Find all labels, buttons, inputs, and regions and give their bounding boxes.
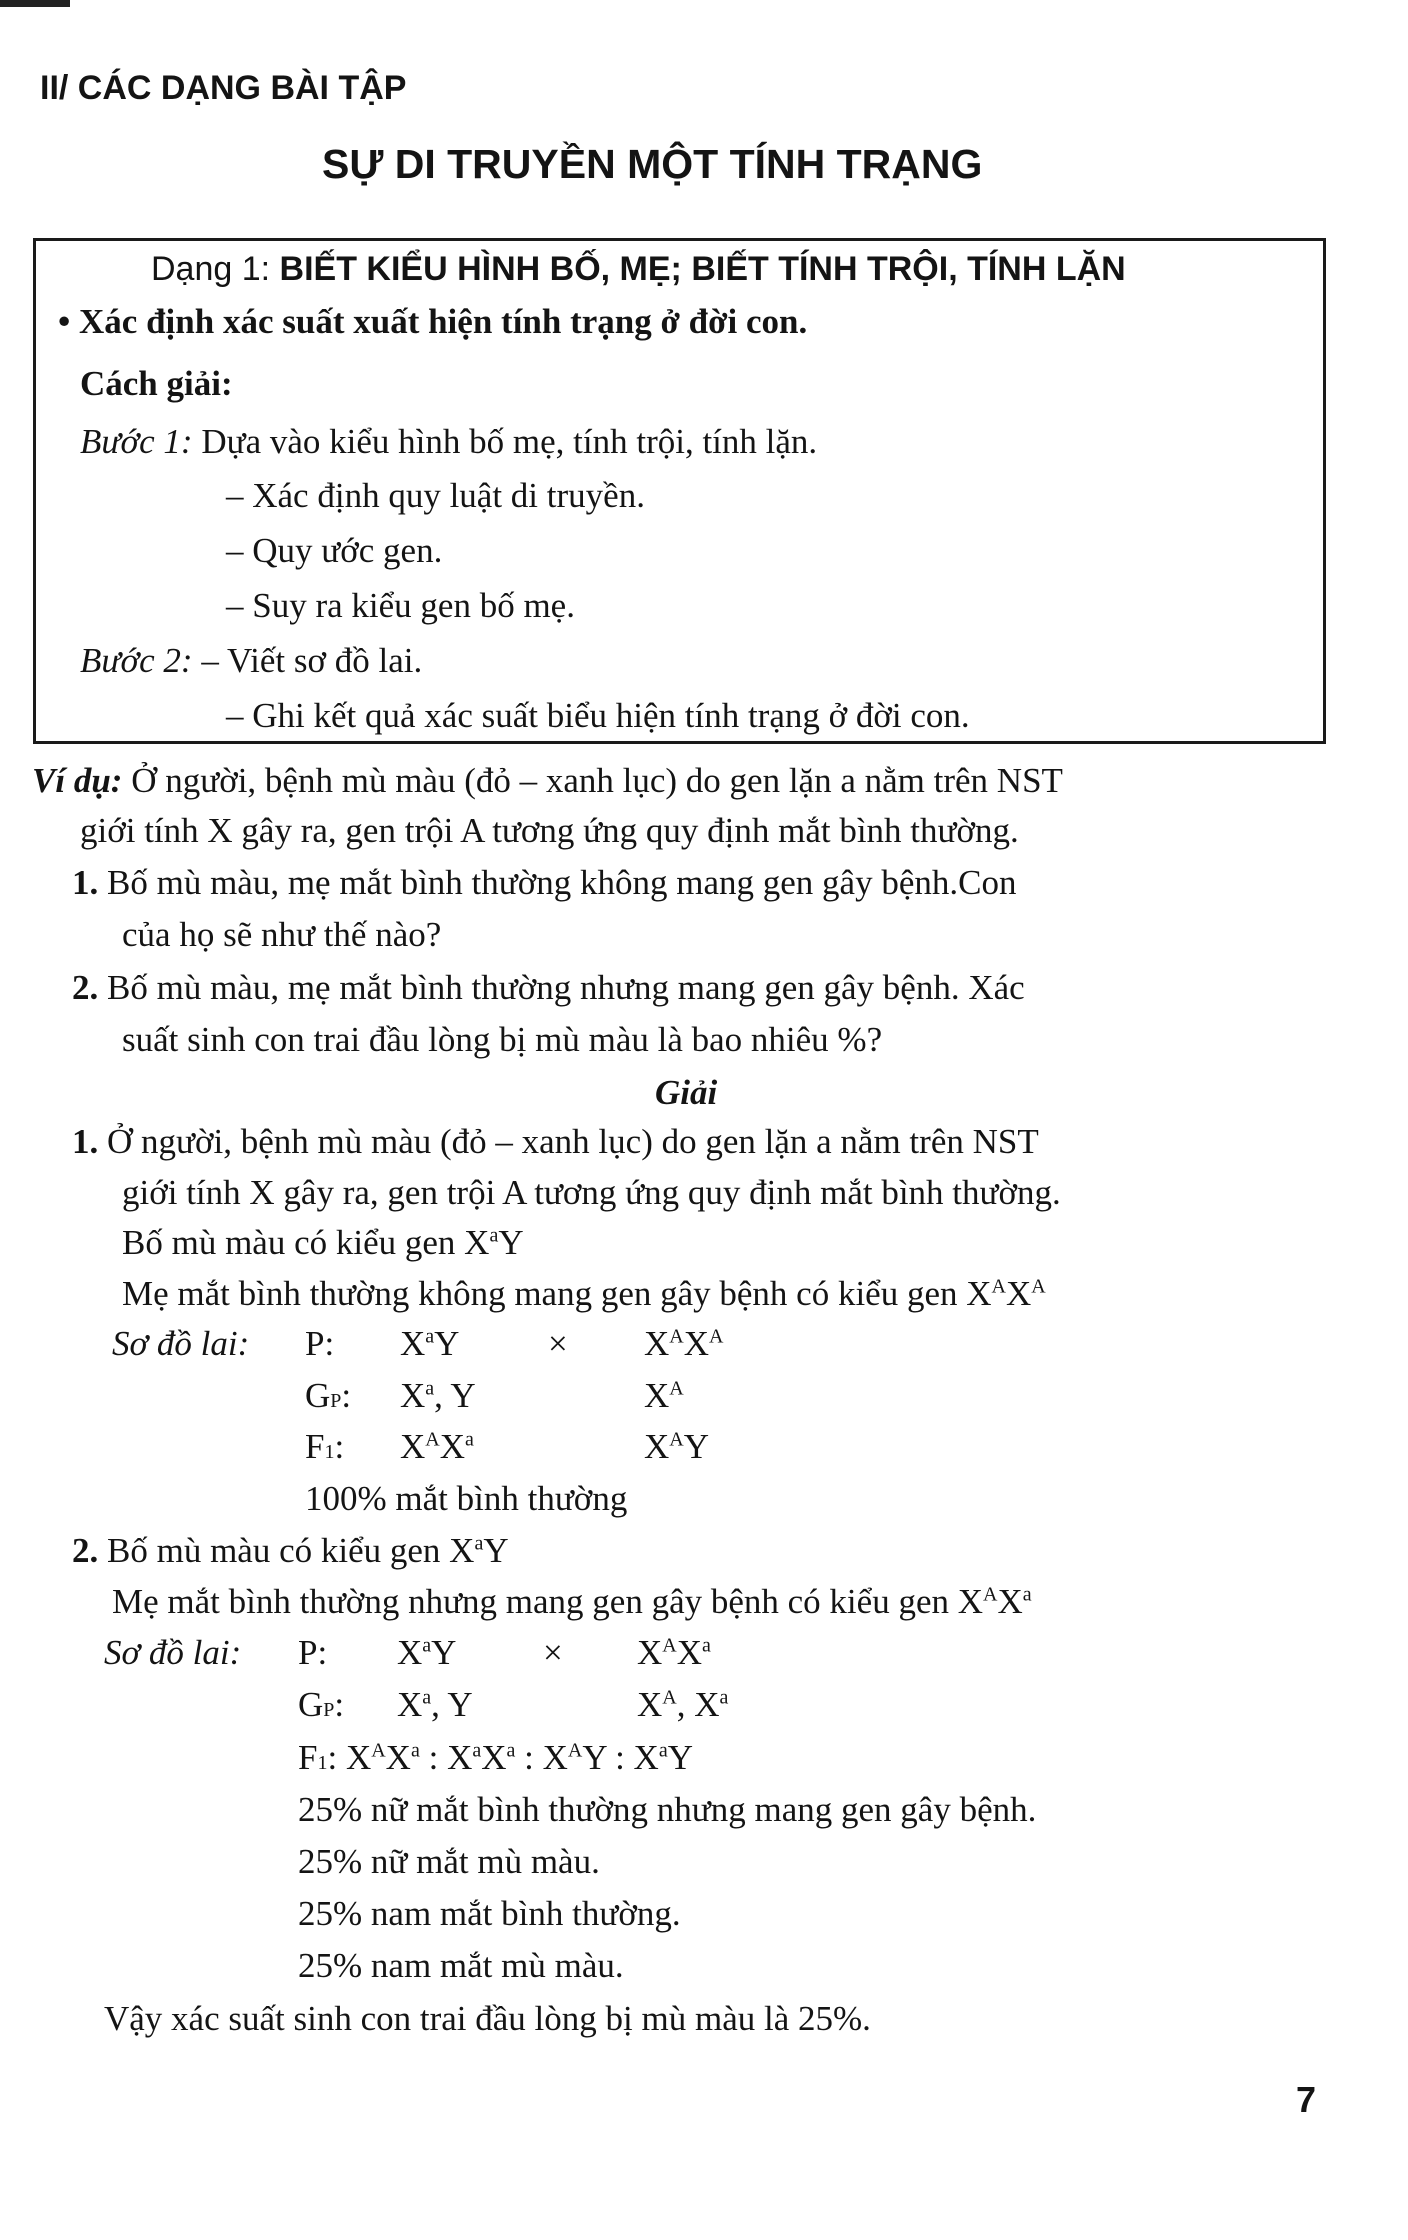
cross-p-mother: $X^AX^A$	[644, 1324, 724, 1363]
offspring-ratio: 25% nam mắt bình thường.	[298, 1894, 681, 1933]
cross-symbol: ×	[548, 1324, 568, 1363]
solution-2: 2. Bố mù màu có kiểu gen $X^aY$	[72, 1531, 509, 1570]
question-2: 2. Bố mù màu, mẹ mắt bình thường nhưng mang gen gây bệnh. Xác	[72, 968, 1025, 1007]
method-objective: • Xác định xác suất xuất hiện tính trạng ở đời con.	[58, 302, 808, 341]
step-1-item: – Xác định quy luật di truyền.	[226, 476, 645, 515]
step-1-item: – Quy ước gen.	[226, 531, 443, 570]
cross-row-f1: F1:	[305, 1427, 345, 1466]
mother-genotype: Mẹ mắt bình thường không mang gen gây bệnh có kiểu gen $X^AX^A$	[122, 1274, 1046, 1313]
step-2: Bước 2: – Viết sơ đồ lai.	[80, 641, 423, 680]
cross-diagram-label: Sơ đồ lai:	[104, 1633, 242, 1672]
cross-gp-father: $X^a$, Y	[397, 1685, 473, 1724]
cross-f1-male: $X^AY$	[644, 1427, 710, 1466]
mother-genotype: Mẹ mắt bình thường nhưng mang gen gây bệnh có kiểu gen $X^AX^a$	[112, 1582, 1032, 1621]
cross-f1-female: $X^AX^a$	[400, 1427, 474, 1466]
example-line: giới tính X gây ra, gen trội A tương ứng quy định mắt bình thường.	[80, 811, 1019, 850]
cross-p-father: $X^aY$	[400, 1324, 460, 1363]
page-number: 7	[1296, 2079, 1317, 2120]
father-genotype: Bố mù màu có kiểu gen $X^aY$	[122, 1223, 524, 1262]
bullet-icon: •	[58, 302, 71, 341]
step-1: Bước 1: Dựa vào kiểu hình bố mẹ, tính trội, tính lặn.	[80, 422, 818, 461]
method-solution-label: Cách giải:	[80, 364, 233, 403]
cross-row-f1: F1: $X^AX^a$ : $X^aX^a$ : $X^AY$ : $X^aY$	[298, 1738, 694, 1777]
example-intro: Ví dụ: Ở người, bệnh mù màu (đỏ – xanh lục) do gen lặn a nằm trên NST	[32, 761, 1063, 800]
cross-row-p: P:	[305, 1324, 335, 1363]
question-line: của họ sẽ như thế nào?	[122, 915, 442, 954]
solution-heading: Giải	[655, 1073, 718, 1112]
step-1-item: – Suy ra kiểu gen bố mẹ.	[226, 586, 575, 625]
scan-edge-mark	[0, 0, 70, 7]
offspring-ratio: 25% nam mắt mù màu.	[298, 1946, 624, 1985]
cross-row-p: P:	[298, 1633, 328, 1672]
cross-p-father: $X^aY$	[397, 1633, 457, 1672]
cross-gp-father: $X^a$, Y	[400, 1376, 476, 1415]
question-1: 1. Bố mù màu, mẹ mắt bình thường không mang gen gây bệnh.Con	[72, 863, 1017, 902]
cross-result: 100% mắt bình thường	[305, 1479, 628, 1518]
cross-gp-mother: $X^A$	[644, 1376, 684, 1415]
cross-p-mother: $X^AX^a$	[637, 1633, 711, 1672]
cross-diagram-label: Sơ đồ lai:	[112, 1324, 250, 1363]
page-title: SỰ DI TRUYỀN MỘT TÍNH TRẠNG	[322, 141, 983, 187]
solution-1: 1. Ở người, bệnh mù màu (đỏ – xanh lục) do gen lặn a nằm trên NST	[72, 1122, 1039, 1161]
offspring-ratio: 25% nữ mắt bình thường nhưng mang gen gây bệnh.	[298, 1790, 1037, 1829]
section-heading: II/ CÁC DẠNG BÀI TẬP	[40, 69, 407, 107]
cross-row-gp: GP:	[305, 1376, 352, 1415]
method-box-title: Dạng 1: BIẾT KIỂU HÌNH BỐ, MẸ; BIẾT TÍNH TRỘI, TÍNH LẶN	[151, 250, 1126, 288]
cross-symbol: ×	[543, 1633, 563, 1672]
cross-gp-mother: $X^A$, $X^a$	[637, 1685, 729, 1724]
method-box	[33, 238, 1326, 744]
step-2-item: – Ghi kết quả xác suất biểu hiện tính trạng ở đời con.	[226, 696, 970, 735]
question-line: suất sinh con trai đầu lòng bị mù màu là bao nhiêu %?	[122, 1020, 883, 1059]
conclusion: Vậy xác suất sinh con trai đầu lòng bị mù màu là 25%.	[104, 1999, 871, 2038]
solution-line: giới tính X gây ra, gen trội A tương ứng quy định mắt bình thường.	[122, 1173, 1061, 1212]
cross-row-gp: GP:	[298, 1685, 345, 1724]
offspring-ratio: 25% nữ mắt mù màu.	[298, 1842, 600, 1881]
